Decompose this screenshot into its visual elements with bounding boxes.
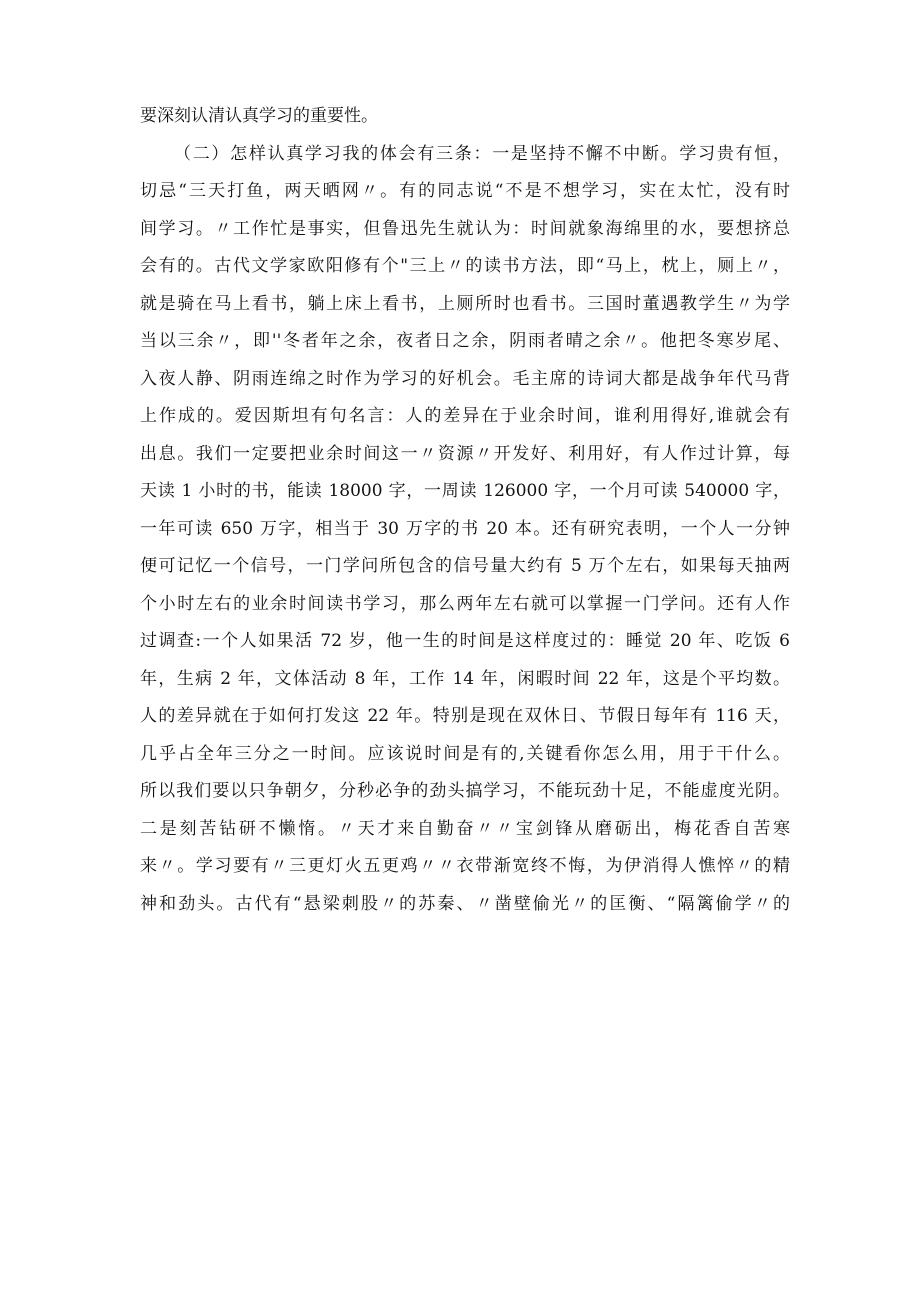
text-line: 当以三余〃，即''冬者年之余，夜者日之余，阴雨者晴之余〃。他把冬寒岁尾、 xyxy=(140,331,790,351)
text-line: 人的差异就在于如何打发这 22 年。特别是现在双休日、节假日每年有 116 天， xyxy=(140,706,790,726)
text-line: 所以我们要以只争朝夕，分秒必争的劲头搞学习，不能玩劲十足，不能虚度光阴。 xyxy=(140,781,790,801)
text-line: 上作成的。爱因斯坦有句名言：人的差异在于业余时间，谁利用得好,谁就会有 xyxy=(140,406,790,426)
text-line: 过调查:一个人如果活 72 岁，他一生的时间是这样度过的：睡觉 20 年、吃饭 6 xyxy=(140,631,790,651)
text-line: 要深刻认清认真学习的重要性。 xyxy=(140,106,378,126)
text-line: 便可记忆一个信号，一门学问所包含的信号量大约有 5 万个左右，如果每天抽两 xyxy=(140,556,790,576)
text-line: 个小时左右的业余时间读书学习，那么两年左右就可以掌握一门学问。还有人作 xyxy=(140,593,790,614)
body-text xyxy=(140,98,790,923)
text-line: 年，生病 2 年，文体活动 8 年，工作 14 年，闲暇时间 22 年，这是个平均数。 xyxy=(140,668,790,689)
text-line: 间学习。〃工作忙是事实，但鲁迅先生就认为：时间就象海绵里的水，要想挤总 xyxy=(140,218,790,239)
text-line: 一年可读 650 万字，相当于 30 万字的书 20 本。还有研究表明，一个人一分钟 xyxy=(140,518,790,539)
text-line: 切忌“三天打鱼，两天晒网〃。有的同志说“不是不想学习，实在太忙，没有时 xyxy=(140,181,790,201)
text-line: 入夜人静、阴雨连绵之时作为学习的好机会。毛主席的诗词大都是战争年代马背 xyxy=(140,368,790,389)
text-line: 几乎占全年三分之一时间。应该说时间是有的,关键看你怎么用，用于干什么。 xyxy=(140,743,790,764)
text-line: 天读 1 小时的书，能读 18000 字，一周读 126000 字，一个月可读 540000 字， xyxy=(140,481,790,501)
text-line: 就是骑在马上看书，躺上床上看书，上厕所时也看书。三国时董遇教学生〃为学 xyxy=(140,293,790,314)
text-line: 来〃。学习要有〃三更灯火五更鸡〃〃衣带渐宽终不悔，为伊消得人憔悴〃的精 xyxy=(140,856,790,876)
text-line: 神和劲头。古代有“悬梁刺股〃的苏秦、〃凿壁偷光〃的匡衡、“隔篱偷学〃的 xyxy=(140,893,790,914)
text-line: 二是刻苦钻研不懒惰。〃天才来自勤奋〃〃宝剑锋从磨砺出，梅花香自苦寒 xyxy=(140,818,790,839)
text-line: （二）怎样认真学习我的体会有三条：一是坚持不懈不中断。学习贵有恒， xyxy=(174,143,790,164)
text-line: 会有的。古代文学家欧阳修有个"三上〃的读书方法，即“马上，枕上，厕上〃， xyxy=(140,256,790,276)
text-line: 出息。我们一定要把业余时间这一〃资源〃开发好、利用好，有人作过计算，每 xyxy=(140,443,790,464)
